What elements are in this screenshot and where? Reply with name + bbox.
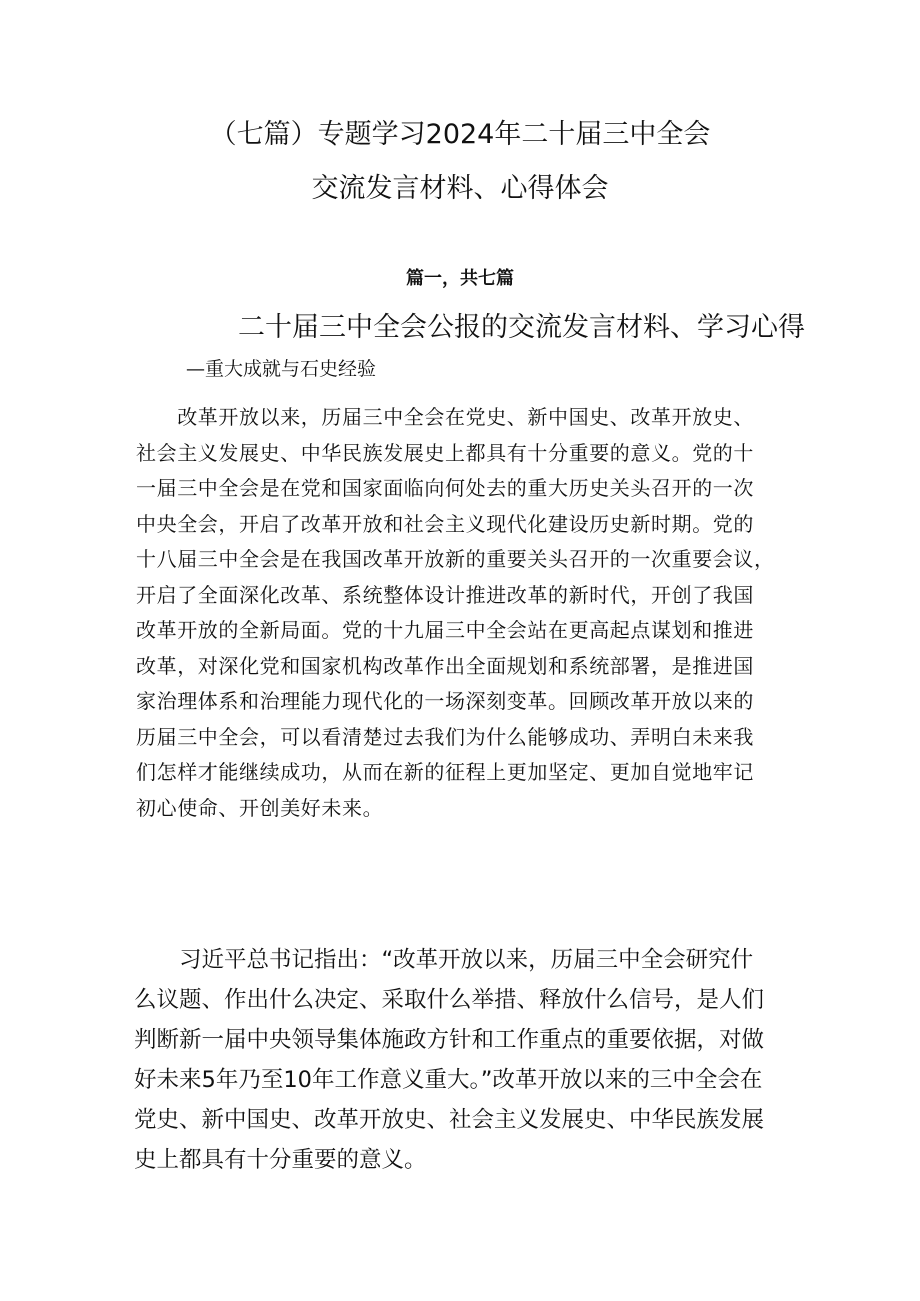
paragraph-line: 开启了全面深化改革、系统整体设计推进改革的新时代，开创了我国 [136,582,754,607]
paragraph-line: 十八届三中全会是在我国改革开放新的重要关头召开的一次重要会议， [136,547,775,571]
paragraph-line: 党史、新中国史、改革开放史、社会主义发展史、中华民族发展 [134,1107,765,1133]
paragraph-line: 习近平总书记指出：“改革开放以来，历届三中全会研究什 [134,947,754,973]
document-title-line-2: 交流发言材料、心得体会 [311,173,609,204]
document-title-line-1: （七篇）专题学习2024年二十届三中全会 [209,119,711,150]
paragraph-line: 中央全会，开启了改革开放和社会主义现代化建设历史新时期。党的 [136,511,754,536]
paragraph-line: 改革开放以来，历届三中全会在党史、新中国史、改革开放史、 [136,405,754,429]
article-title: 二十届三中全会公报的交流发言材料、学习心得 [238,312,805,343]
paragraph-line: 判断新一届中央领导集体施政方针和工作重点的重要依据，对做 [134,1027,765,1053]
paragraph-line: 好未来5年乃至10年工作意义重大。”改革开放以来的三中全会在 [134,1067,763,1093]
paragraph-line: 一届三中全会是在党和国家面临向何处去的重大历史关头召开的一次 [136,476,754,500]
article-subtitle: —重大成就与石史经验 [186,358,377,380]
paragraph-line: 初心使命、开创美好未来。 [136,795,384,820]
paragraph-line: 改革开放的全新局面。党的十九届三中全会站在更高起点谋划和推进 [136,618,754,642]
paragraph-line: 社会主义发展史、中华民族发展史上都具有十分重要的意义。党的十 [136,440,754,465]
paragraph-line: 史上都具有十分重要的意义。 [134,1147,427,1173]
part-label: 篇一，共七篇 [406,268,514,289]
paragraph-line: 们怎样才能继续成功，从而在新的征程上更加坚定、更加自觉地牢记 [136,760,754,784]
paragraph-line: 历届三中全会，可以看清楚过去我们为什么能够成功、弄明白未来我 [136,724,754,749]
paragraph-line: 家治理体系和治理能力现代化的一场深刻变革。回顾改革开放以来的 [136,689,754,713]
paragraph-line: 改革，对深化党和国家机构改革作出全面规划和系统部署，是推进国 [136,653,754,678]
paragraph-2 [134,940,794,1180]
paragraph-1 [136,400,786,826]
paragraph-line: 么议题、作出什么决定、采取什么举措、释放什么信号，是人们 [134,987,765,1013]
